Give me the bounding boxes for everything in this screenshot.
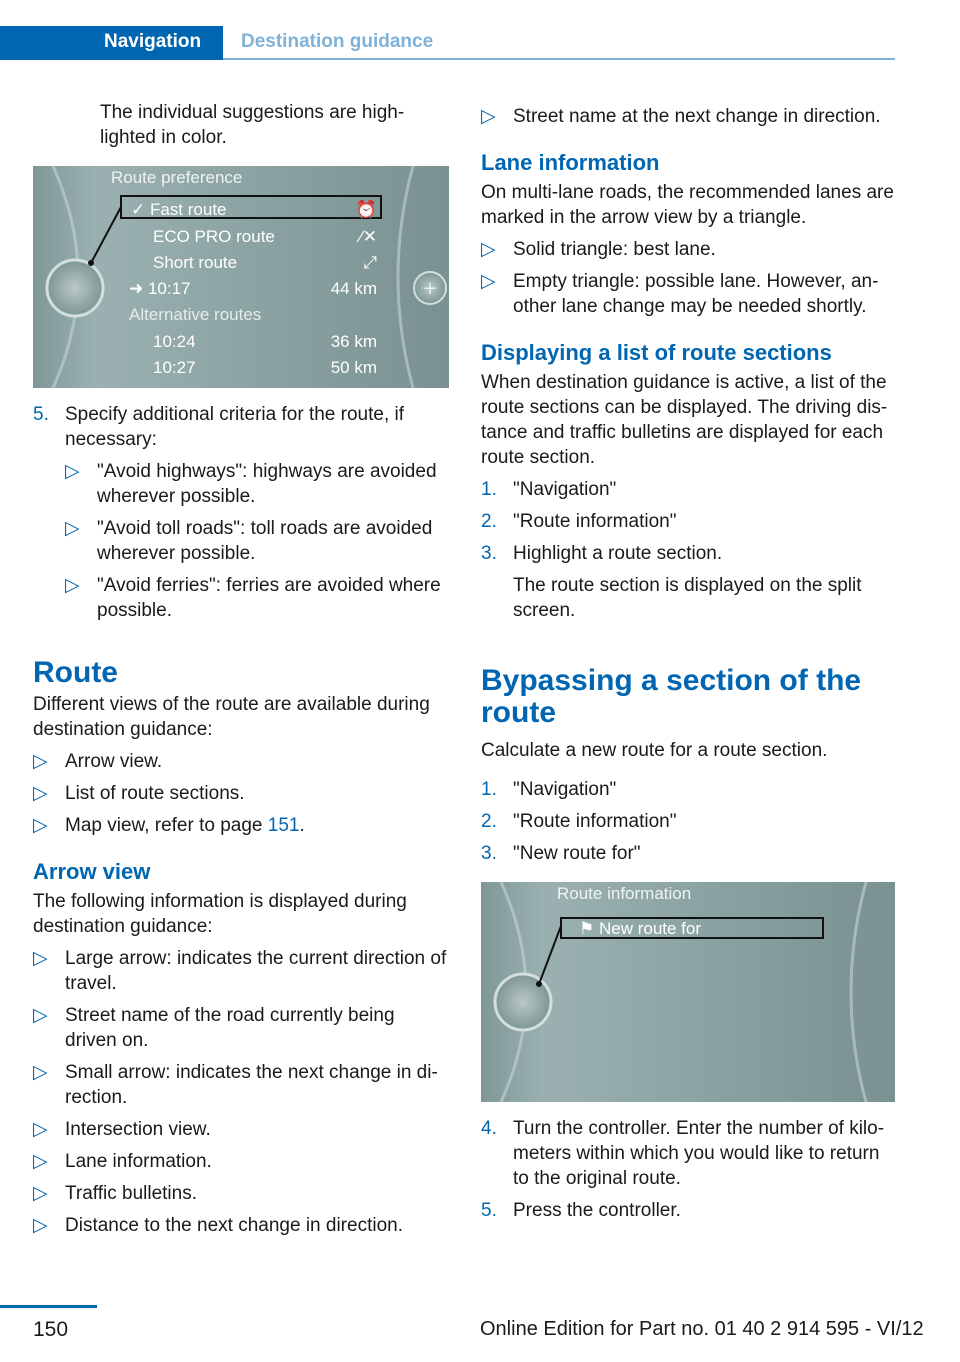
list-item [481, 509, 897, 534]
clock-icon: ⏰ [355, 200, 377, 219]
step-number: 5. [33, 404, 49, 425]
header-section: Navigation [104, 31, 202, 52]
step-number: 5. [481, 1200, 497, 1221]
list-item [481, 269, 897, 319]
bypass-intro: Calculate a new route for a route section. [481, 740, 828, 761]
menu-item-label: New route for [598, 919, 702, 938]
step-number: 2. [481, 811, 497, 832]
list-item-text [65, 813, 449, 838]
list-item-text: Street name of the road currently being driven on. [65, 1005, 395, 1051]
list-item [481, 477, 897, 502]
step-number: 3. [481, 843, 497, 864]
alt-distance: 50 km [330, 358, 377, 377]
list-item [481, 541, 897, 566]
bullet-icon: ▷ [33, 751, 48, 772]
list-item-text: Lane information. [65, 1151, 212, 1172]
list-item-text: Intersection view. [65, 1119, 211, 1140]
lane-information-heading: Lane information [481, 150, 660, 175]
summary-time: 10:17 [147, 279, 191, 298]
list-item [33, 813, 449, 838]
list-item [65, 573, 449, 623]
step-number: 1. [481, 479, 497, 500]
arrow-view-intro: The following information is displayed during destination guidance: [33, 891, 407, 937]
list-item-text: "Avoid toll roads": toll roads are avoided wherever possible. [97, 518, 433, 564]
bullet-icon: ▷ [33, 948, 48, 969]
route-option-label: Short route [153, 253, 238, 272]
list-item-text: "Avoid ferries": ferries are avoided where possible. [97, 575, 441, 621]
header-rule [223, 58, 895, 60]
list-item [481, 237, 897, 262]
route-preference-screenshot [33, 166, 449, 388]
page-header [0, 0, 895, 60]
list-item [33, 1149, 449, 1174]
list-item [33, 1213, 449, 1238]
list-item [481, 1198, 897, 1223]
list-item [33, 1117, 449, 1142]
step-5 [33, 402, 449, 452]
bullet-icon: ▷ [33, 1005, 48, 1026]
left-column [33, 100, 449, 1238]
route-option-label: ECO PRO route [153, 227, 275, 246]
map-view-text: Map view, refer to page [65, 815, 268, 836]
footer-rule [0, 1305, 97, 1308]
list-item [33, 749, 449, 774]
list-item [481, 104, 897, 129]
bullet-icon: ▷ [33, 1119, 48, 1140]
bypass-heading: Bypassing a section of the route [481, 664, 862, 729]
bullet-icon: ▷ [33, 815, 48, 836]
step-text: "Navigation" [513, 779, 617, 800]
route-summary [129, 279, 377, 299]
bullet-icon: ▷ [33, 783, 48, 804]
bullet-icon: ▷ [33, 1062, 48, 1083]
list-item [33, 946, 449, 996]
route-icon: ⚑ [579, 919, 599, 938]
screen-title: Route information [557, 884, 692, 903]
step-number: 2. [481, 511, 497, 532]
alt-time: 10:24 [153, 332, 196, 351]
list-item-text: Solid triangle: best lane. [513, 239, 716, 260]
step-text: "Route information" [513, 811, 677, 832]
bullet-icon: ▷ [65, 575, 80, 596]
alternative-route[interactable] [153, 332, 377, 352]
list-item-text: "Avoid highways": highways are avoided wherever possible. [97, 461, 437, 507]
list-item-text: Empty triangle: possible lane. However, an-other lane change may be needed shortly. [513, 271, 879, 317]
arrow-view-heading: Arrow view [33, 859, 151, 884]
list-item [65, 459, 449, 509]
list-item-text: Large arrow: indicates the current direction of travel. [65, 948, 447, 994]
screen-title: Route preference [111, 168, 243, 187]
short-route-icon: ⤢ [363, 253, 377, 272]
bullet-icon: ▷ [33, 1151, 48, 1172]
page-link[interactable]: 151 [267, 815, 300, 836]
page-number: 150 [33, 1318, 69, 1341]
step-text: Press the controller. [513, 1200, 681, 1221]
list-item-text: List of route sections. [65, 783, 245, 804]
step-text: "New route for" [513, 843, 641, 864]
list-item [481, 841, 897, 866]
route-sections-intro: When destination guidance is active, a list of the route sections can be displayed. The driving dis-tance and traffic bulletins are displayed for each route section. [481, 372, 888, 468]
list-item [33, 1181, 449, 1206]
step-text: Turn the controller. Enter the number of kilo-meters within which you would like to return to the original route. [513, 1118, 885, 1189]
edition-text: Online Edition for Part no. 01 40 2 914 595 - VI/12 [480, 1318, 924, 1340]
step-5-options [65, 459, 449, 623]
list-item [33, 1003, 449, 1053]
bullet-icon: ▷ [481, 271, 496, 292]
route-option-fast[interactable] [131, 200, 377, 220]
header-subsection: Destination guidance [241, 31, 434, 52]
step-text: "Route information" [513, 511, 677, 532]
bullet-icon: ▷ [33, 1183, 48, 1204]
list-item [481, 809, 897, 834]
step-number: 3. [481, 543, 497, 564]
route-option-short[interactable] [153, 253, 377, 273]
list-item-text: Street name at the next change in direction. [513, 106, 881, 127]
bullet-icon: ▷ [481, 106, 496, 127]
route-information-screenshot [481, 882, 895, 1102]
right-column [481, 104, 897, 1223]
bullet-icon: ▷ [65, 518, 80, 539]
bullet-icon: ▷ [33, 1215, 48, 1236]
step-number: 1. [481, 779, 497, 800]
checkmark-icon: ✓ [131, 200, 150, 219]
route-intro: Different views of the route are available during destination guidance: [33, 694, 430, 740]
bullet-icon: ▷ [65, 461, 80, 482]
punctuation: . [299, 815, 305, 836]
route-option-eco[interactable] [153, 227, 377, 247]
list-item [33, 1060, 449, 1110]
step-number: 4. [481, 1118, 497, 1139]
alt-time: 10:27 [153, 358, 196, 377]
list-item [33, 781, 449, 806]
summary-distance: 44 km [330, 279, 377, 298]
intro-text: The individual suggestions are high-lighted in color. [100, 102, 405, 148]
svg-text:+: + [422, 278, 438, 299]
lane-information-intro: On multi-lane roads, the recommended lanes are marked in the arrow view by a triangle. [481, 182, 894, 228]
alternative-route[interactable] [153, 358, 377, 378]
step-text: "Navigation" [513, 479, 617, 500]
alt-distance: 36 km [330, 332, 377, 351]
list-item-text: Small arrow: indicates the next change in di-rection. [65, 1062, 438, 1108]
route-sections-heading: Displaying a list of route sections [481, 340, 832, 365]
bullet-icon: ▷ [481, 239, 496, 260]
list-item-text: Distance to the next change in direction. [65, 1215, 403, 1236]
step-note: The route section is displayed on the split screen. [513, 575, 862, 621]
new-route-for-item[interactable] [579, 919, 701, 939]
eco-icon: ⁄✕ [359, 227, 377, 246]
list-item-text: Traffic bulletins. [65, 1183, 197, 1204]
route-heading: Route [33, 656, 118, 689]
route-option-label: Fast route [149, 200, 227, 219]
step-text: Specify additional criteria for the route, if necessary: [65, 404, 405, 450]
list-item [481, 1116, 897, 1191]
arrow-icon: ➜ [129, 279, 148, 298]
list-item [65, 516, 449, 566]
list-item-text: Arrow view. [65, 751, 163, 772]
alternative-routes-heading: Alternative routes [129, 305, 262, 324]
step-text: Highlight a route section. [513, 543, 723, 564]
list-item [481, 777, 897, 802]
